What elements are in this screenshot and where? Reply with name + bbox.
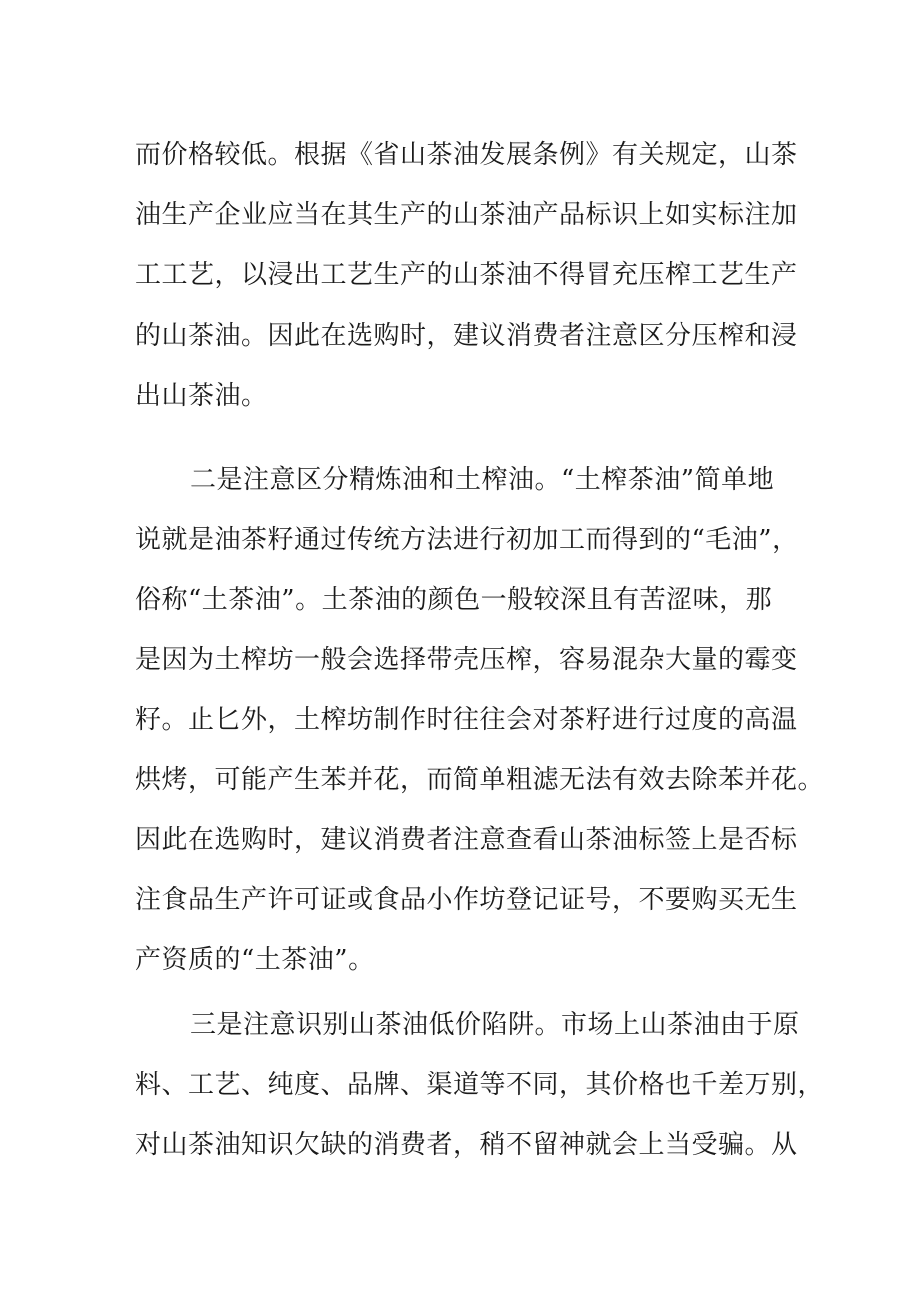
text-line: 料、工艺、纯度、品牌、渠道等不同，其价格也千差万别，: [135, 1070, 825, 1100]
text-line: 因此在选购时，建议消费者注意查看山茶油标签上是否标: [135, 825, 798, 855]
text-line: 而价格较低。根据《省山茶油发展条例》有关规定，山茶: [135, 140, 798, 170]
text-line: 注食品生产许可证或食品小作坊登记证号，不要购买无生: [135, 885, 798, 915]
text-line: 是因为土榨坊一般会选择带壳压榨，容易混杂大量的霉变: [135, 645, 798, 675]
text-line: 烘烤，可能产生苯并花，而简单粗滤无法有效去除苯并花。: [135, 765, 825, 795]
paragraph-start-line: 三是注意识别山茶油低价陷阱。市场上山茶油由于原: [190, 1010, 800, 1040]
text-line: 工工艺，以浸出工艺生产的山茶油不得冒充压榨工艺生产: [135, 260, 798, 290]
text-line: 说就是油茶籽通过传统方法进行初加工而得到的“毛油”，: [135, 525, 799, 555]
paragraph-start-line: 二是注意区分精炼油和土榨油。“土榨茶油”简单地: [190, 465, 775, 495]
text-line: 俗称“土茶油”。土茶油的颜色一般较深且有苦涩味，那: [135, 585, 773, 615]
text-line: 产资质的“土茶油”。: [135, 945, 375, 975]
text-line: 籽。止匕外，土榨坊制作时往往会对茶籽进行过度的高温: [135, 705, 798, 735]
text-line: 的山茶油。因此在选购时，建议消费者注意区分压榨和浸: [135, 321, 798, 351]
text-line: 出山茶油。: [135, 381, 268, 411]
text-line: 对山茶油知识欠缺的消费者，稍不留神就会上当受骗。从: [135, 1130, 798, 1160]
text-line: 油生产企业应当在其生产的山茶油产品标识上如实标注加: [135, 200, 798, 230]
